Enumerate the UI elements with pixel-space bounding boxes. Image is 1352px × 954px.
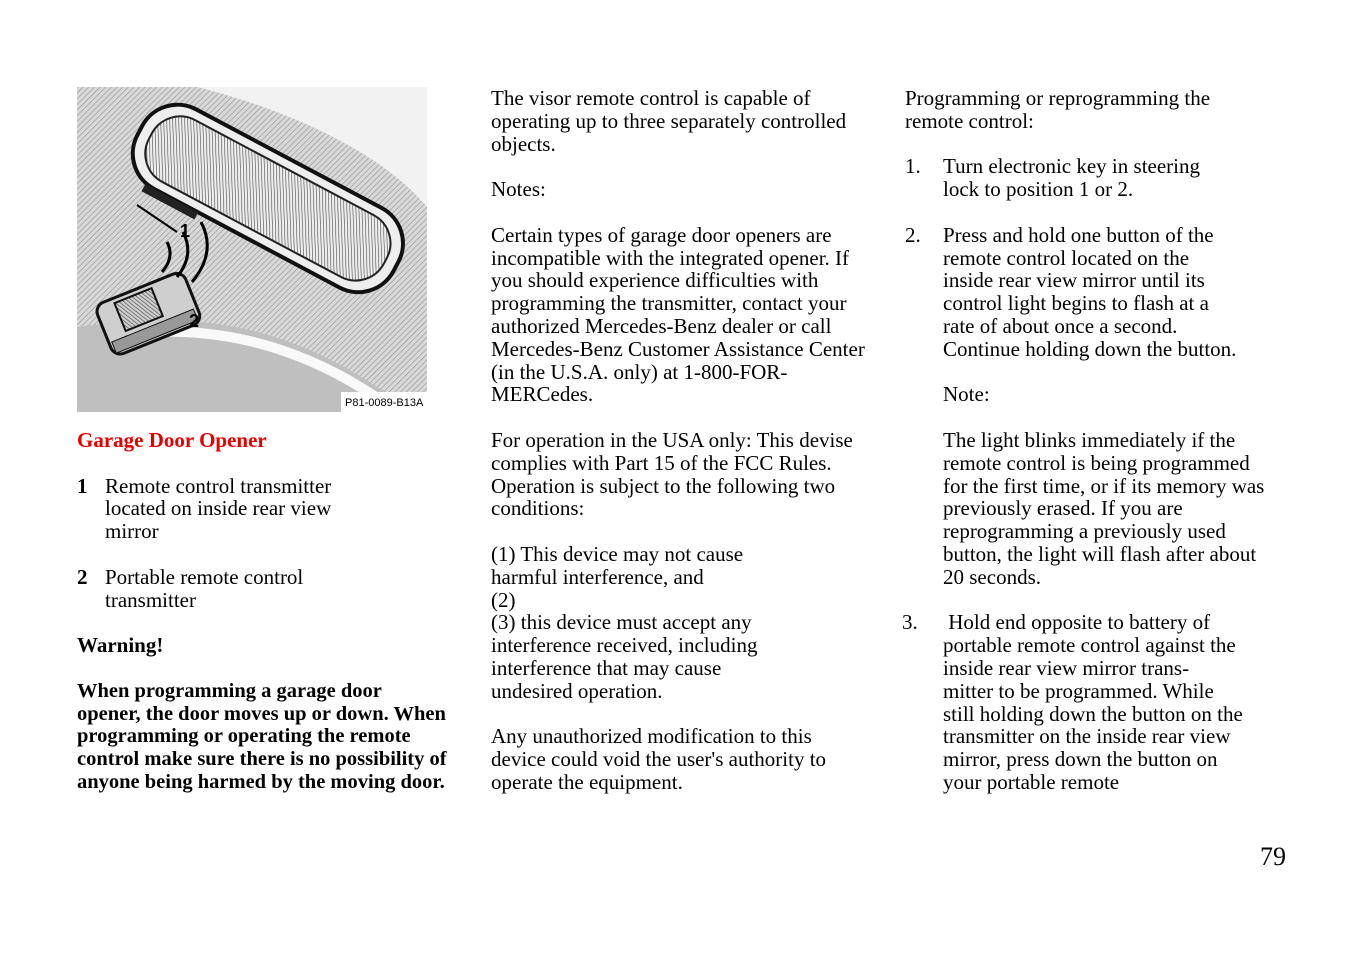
left-column xyxy=(77,87,447,794)
step-text: Turn electronic key in steering lock to position 1 or 2. xyxy=(943,154,1200,202)
legend-text: Remote control transmitter located on inside rear view mirror xyxy=(105,473,332,544)
paragraph-fcc: For operation in the USA only: This devise complies with Part 15 of the FCC Rules. Operation is subject to the following two conditions: xyxy=(491,427,853,521)
step-number: 1. xyxy=(905,154,921,179)
note-heading: Note: xyxy=(943,382,990,407)
figure-code: P81-0089-B13A xyxy=(345,397,424,409)
condition-1: (1) This device may not cause harmful interference, and xyxy=(491,541,744,589)
figure-caption: Garage Door Opener xyxy=(77,428,267,452)
paragraph-compatibility: Certain types of garage door openers are incompatible with the integrated opener. If you should experience difficulties with programming the transmitter, contact your authorized Mercedes-Benz dealer or call Mercedes-Benz Customer Assistance Center (in the U.S.A. only) at 1-800-FOR-MERCedes. xyxy=(491,222,865,407)
warning-title: Warning! xyxy=(77,633,164,658)
right-column xyxy=(902,86,1280,794)
legend-text: Portable remote control transmitter xyxy=(105,564,304,612)
step-3 xyxy=(902,611,1280,793)
step-number: 3. xyxy=(902,610,918,635)
middle-column xyxy=(491,87,866,794)
condition-3: (3) this device must accept any interference received, including interference that may cause undesired operation. xyxy=(491,610,758,703)
paragraph-modification: Any unauthorized modification to this device could void the user's authority to operate the equipment. xyxy=(491,724,827,794)
paragraph-capability: The visor remote control is capable of operating up to three separately controlled objects. xyxy=(491,86,847,156)
callout-2: 2 xyxy=(189,311,200,331)
callout-1: 1 xyxy=(180,221,191,241)
mirror-remote-illustration xyxy=(77,87,427,412)
legend-item-1 xyxy=(77,475,447,543)
legend-number: 1 xyxy=(77,473,88,498)
step-text: Press and hold one button of the remote control located on the inside rear view mirror until its control light begins to flash at a rate of about once a second. Continue holding down the button. xyxy=(943,222,1237,361)
page-number: 79 xyxy=(1260,842,1286,871)
step-1 xyxy=(905,155,1280,201)
step-number: 2. xyxy=(905,222,921,247)
step-2 xyxy=(905,224,1280,361)
notes-heading: Notes: xyxy=(491,177,546,202)
condition-2: (2) xyxy=(491,587,516,612)
legend-number: 2 xyxy=(77,564,88,589)
programming-intro: Programming or reprogramming the remote control: xyxy=(905,86,1211,133)
legend-item-2 xyxy=(77,566,447,612)
warning-text: When programming a garage door opener, the door moves up or down. When programming or operating the remote control make sure there is no possibility of anyone being harmed by the moving door. xyxy=(77,679,447,793)
step-text: Hold end opposite to battery of portable remote control against the inside rear view mirror trans- mitter to be programmed. While still holding down the button on the transmitter on the inside rear view mirror, press down the button on your portable remote xyxy=(943,610,1249,794)
note-text: The light blinks immediately if the remote control is being programmed for the first time, or if its memory was previously erased. If you are reprogramming a previously used button, the light will flash after about 20 seconds. xyxy=(943,427,1265,589)
